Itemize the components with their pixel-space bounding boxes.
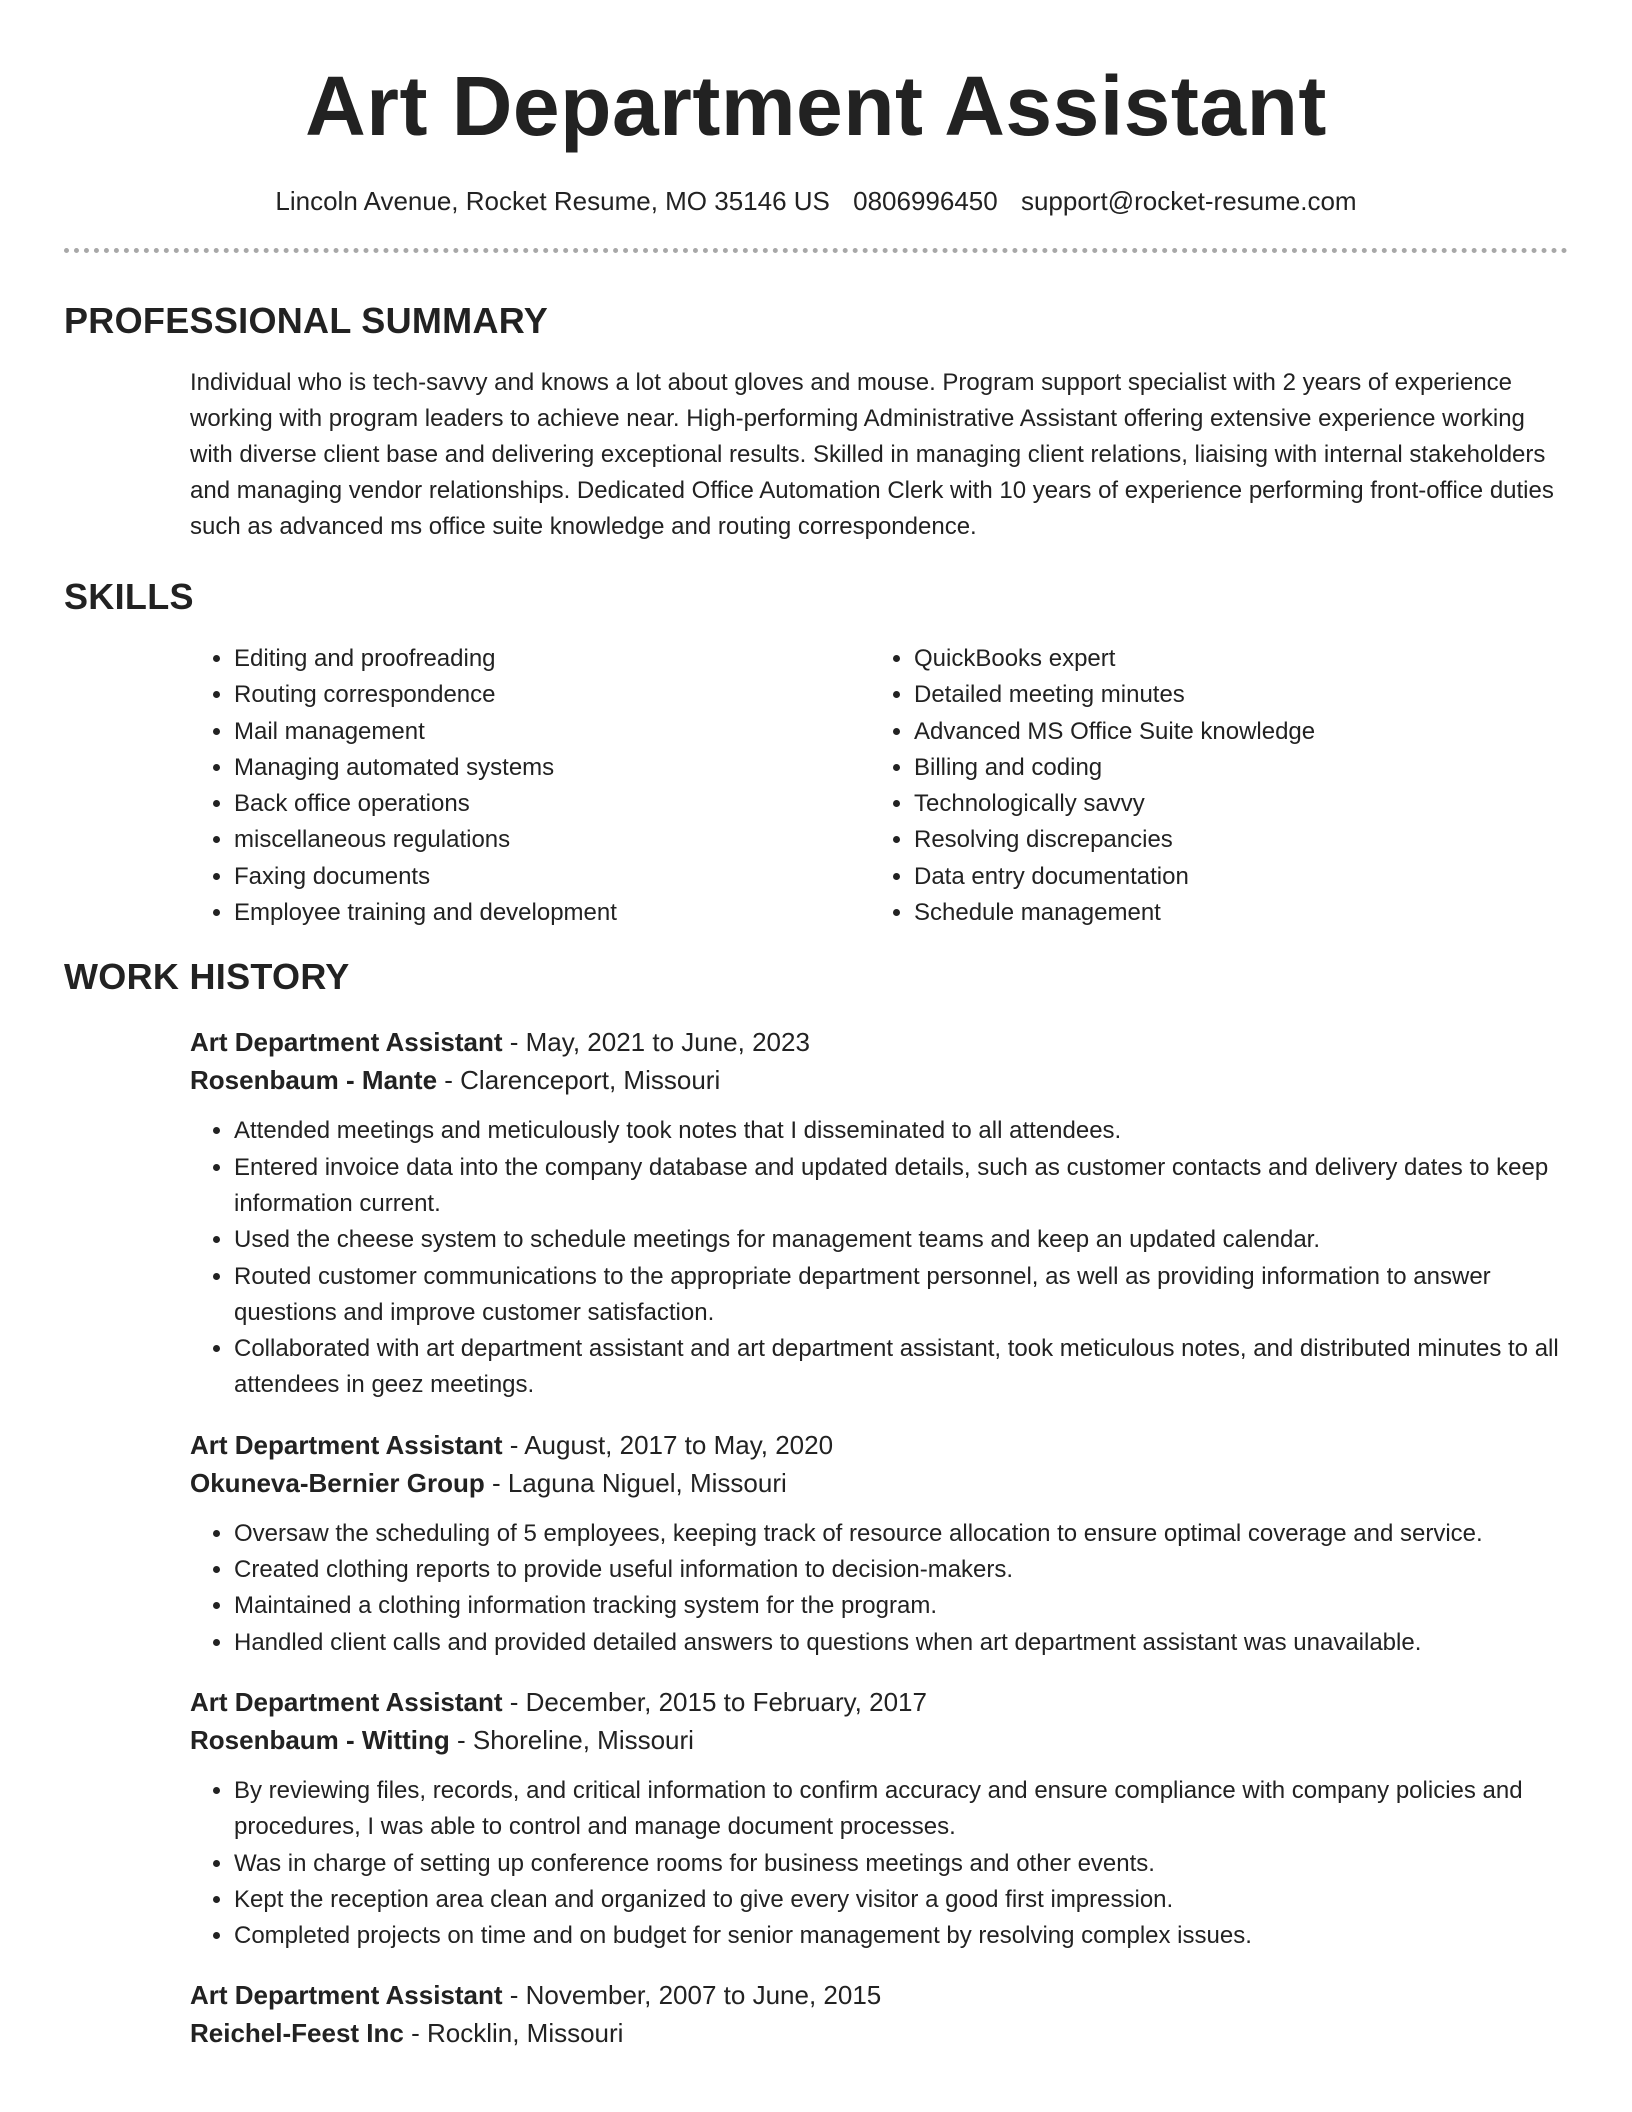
skill-item: • Employee training and development xyxy=(234,895,870,931)
job-role: Art Department Assistant xyxy=(190,1429,503,1460)
resume-name: Art Department Assistant xyxy=(305,59,1327,153)
job-dates: - August, 2017 to May, 2020 xyxy=(502,1429,834,1460)
job-location: - Laguna Niguel, Missouri xyxy=(484,1467,787,1498)
duty-item: • Routed customer communications to the appropriate department personnel, as well as providing information to answer questions and improve customer satisfaction. xyxy=(234,1259,1568,1332)
skill-item: • Routing correspondence xyxy=(234,677,870,713)
job-entry xyxy=(190,1426,1568,1661)
job-company-line xyxy=(190,1061,1568,1099)
job-company-line xyxy=(190,2014,1568,2052)
header-divider xyxy=(64,248,1568,253)
duty-item: • Maintained a clothing information tracking system for the program. xyxy=(234,1588,1568,1624)
duty-item: • Attended meetings and meticulously took notes that I disseminated to all attendees. xyxy=(234,1113,1568,1149)
skill-item: • Faxing documents xyxy=(234,859,870,895)
job-role: Art Department Assistant xyxy=(190,1027,503,1058)
duty-item: • Completed projects on time and on budget for senior management by resolving complex issues. xyxy=(234,1918,1568,1954)
skill-item: • Back office operations xyxy=(234,786,870,822)
work-history-heading: WORK HISTORY xyxy=(64,956,350,998)
job-company: Reichel-Feest Inc xyxy=(190,2018,404,2049)
job-entry xyxy=(190,1023,1568,1403)
job-duties xyxy=(190,1113,1568,1403)
contact-phone: 0806996450 xyxy=(853,186,998,216)
duty-item: • By reviewing files, records, and critical information to confirm accuracy and ensure compliance with company policies and procedures, I was able to control and manage document processes. xyxy=(234,1773,1568,1846)
job-location: - Shoreline, Missouri xyxy=(449,1724,694,1755)
duty-item: • Collaborated with art department assistant and art department assistant, took meticulous notes, and distributed minutes to all attendees in geez meetings. xyxy=(234,1331,1568,1404)
job-dates: - November, 2007 to June, 2015 xyxy=(502,1980,882,2011)
job-company: Rosenbaum - Witting xyxy=(190,1724,450,1755)
job-location: - Rocklin, Missouri xyxy=(403,2018,624,2049)
duty-item: • Kept the reception area clean and organized to give every visitor a good first impression. xyxy=(234,1882,1568,1918)
skills-list xyxy=(190,641,1568,931)
contact-address: Lincoln Avenue, Rocket Resume, MO 35146 US xyxy=(275,186,830,216)
job-role-line xyxy=(190,1976,1568,2014)
job-role: Art Department Assistant xyxy=(190,1980,503,2011)
duty-item: • Handled client calls and provided detailed answers to questions when art department assistant was unavailable. xyxy=(234,1625,1568,1661)
contact-email: support@rocket-resume.com xyxy=(1020,186,1357,216)
job-entry xyxy=(190,1683,1568,1954)
duty-item: • Used the cheese system to schedule meetings for management teams and keep an updated calendar. xyxy=(234,1222,1568,1258)
summary-text: Individual who is tech-savvy and knows a lot about gloves and mouse. Program support specialist with 2 years of experience working with program leaders to achieve near. High-performing Administrative Assistant offering extensive experience working with diverse client base and delivering exceptional results. Skilled in managing client relations, liaising with internal stakeholders and managing vendor relationships. Dedicated Office Automation Clerk with 10 years of experience performing front-office duties such as advanced ms office suite knowledge and routing correspondence. xyxy=(190,369,1554,540)
skill-item: • Mail management xyxy=(234,714,870,750)
skill-item: • Managing automated systems xyxy=(234,750,870,786)
skill-item: • Detailed meeting minutes xyxy=(914,677,1315,713)
skill-item: • Advanced MS Office Suite knowledge xyxy=(914,714,1315,750)
skill-item: • Technologically savvy xyxy=(914,786,1315,822)
job-role-line xyxy=(190,1023,1568,1061)
summary-heading: PROFESSIONAL SUMMARY xyxy=(64,300,549,341)
contact-line xyxy=(64,184,1568,218)
job-location: - Clarenceport, Missouri xyxy=(437,1065,721,1096)
job-duties xyxy=(190,1773,1568,1954)
skills-column-right xyxy=(870,641,1315,931)
job-company-line xyxy=(190,1721,1568,1759)
duty-item: • Oversaw the scheduling of 5 employees, keeping track of resource allocation to ensure optimal coverage and service. xyxy=(234,1516,1568,1552)
job-dates: - December, 2015 to February, 2017 xyxy=(502,1686,927,1717)
job-company: Okuneva-Bernier Group xyxy=(190,1467,485,1498)
job-dates: - May, 2021 to June, 2023 xyxy=(502,1027,810,1058)
skill-item: • QuickBooks expert xyxy=(914,641,1315,677)
skill-item: • Schedule management xyxy=(914,895,1315,931)
job-role: Art Department Assistant xyxy=(190,1686,503,1717)
duty-item: • Was in charge of setting up conference rooms for business meetings and other events. xyxy=(234,1846,1568,1882)
skill-item: • Editing and proofreading xyxy=(234,641,870,677)
skill-item: • miscellaneous regulations xyxy=(234,822,870,858)
job-entry xyxy=(190,1976,1568,2052)
skills-column-left xyxy=(190,641,870,931)
job-company-line xyxy=(190,1464,1568,1502)
job-company: Rosenbaum - Mante xyxy=(190,1065,438,1096)
skill-item: • Resolving discrepancies xyxy=(914,822,1315,858)
skill-item: • Data entry documentation xyxy=(914,859,1315,895)
job-role-line xyxy=(190,1683,1568,1721)
skill-item: • Billing and coding xyxy=(914,750,1315,786)
job-role-line xyxy=(190,1426,1568,1464)
job-duties xyxy=(190,1516,1568,1661)
duty-item: • Created clothing reports to provide useful information to decision-makers. xyxy=(234,1552,1568,1588)
skills-heading: SKILLS xyxy=(64,576,194,617)
duty-item: • Entered invoice data into the company database and updated details, such as customer contacts and delivery dates to keep information current. xyxy=(234,1150,1568,1223)
